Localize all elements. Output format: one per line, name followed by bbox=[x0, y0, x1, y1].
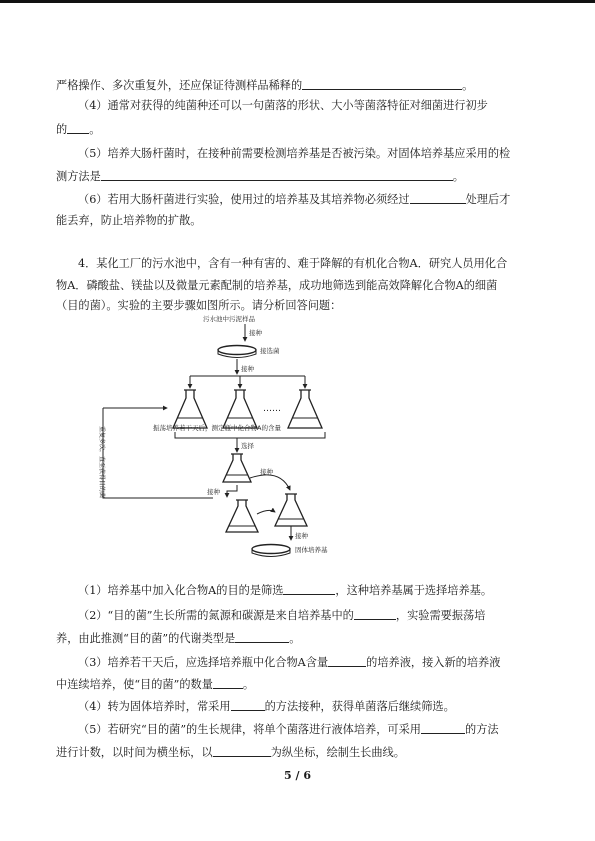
answer-blank[interactable] bbox=[283, 584, 335, 595]
answer-blank[interactable] bbox=[101, 170, 453, 181]
q4-part-5-line-2: 进行计数，以时间为横坐标，以 为纵坐标，绘制生长曲线。 bbox=[56, 746, 405, 759]
q3-part-6-line-1: （6）若用大肠杆菌进行实验，使用过的培养基及其培养物必须经过 处理后才 bbox=[78, 193, 511, 206]
q4-stem-line-2: 物A．磷酸盐、镁盐以及微量元素配制的培养基，成功地筛选到能高效降解化合物A的细菌 bbox=[56, 279, 498, 292]
q4-part-3-line-1: （3）培养若干天后，应选择培养瓶中化合物A含量 的培养液，接入新的培养液 bbox=[78, 656, 501, 669]
page-number: 5 / 6 bbox=[284, 769, 311, 782]
label-inoculate: 接种 bbox=[249, 329, 262, 337]
flask-group-bracket bbox=[175, 432, 325, 438]
answer-blank[interactable] bbox=[354, 609, 396, 620]
conical-flask bbox=[223, 390, 257, 428]
repeat-loop-line bbox=[103, 408, 213, 498]
answer-blank[interactable] bbox=[231, 700, 265, 711]
q3-part-5-line-2: 测方法是 。 bbox=[56, 170, 464, 183]
label-dish: 接选菌 bbox=[260, 347, 280, 355]
experiment-flow-diagram bbox=[95, 314, 370, 564]
q3-part-6-line-2: 能丢弃，防止培养物的扩散。 bbox=[56, 214, 202, 227]
answer-blank[interactable] bbox=[213, 746, 271, 757]
q3-part-4-line-1: （4）通常对获得的纯菌种还可以一句菌落的形状、大小等菌落特征对细菌进行初步 bbox=[78, 99, 488, 112]
label-repeat-note: 重复多次，直至获得目的菌 bbox=[98, 426, 105, 499]
label-final-dish: 固体培养基 bbox=[295, 546, 328, 554]
q3-line-1: 严格操作、多次重复外，还应保证待测样品稀释的 。 bbox=[56, 79, 474, 92]
label-inoculate: 接种 bbox=[295, 532, 308, 540]
q4-stem-line-1: 4．某化工厂的污水池中，含有一种有害的、难于降解的有机化合物A．研究人员用化合 bbox=[78, 257, 508, 270]
q4-stem-line-3: （目的菌）。实验的主要步骤如图所示。请分析回答问题： bbox=[56, 299, 342, 312]
q3-part-4-line-2: 的 。 bbox=[56, 123, 101, 136]
label-inoculate: 接种 bbox=[207, 488, 220, 496]
q4-part-1: （1）培养基中加入化合物A的目的是筛选 ，这种培养基属于选择培养基。 bbox=[78, 584, 493, 597]
conical-flask bbox=[288, 390, 322, 428]
label-sample: 污水池中污泥样品 bbox=[203, 315, 255, 323]
conical-flask bbox=[173, 390, 207, 428]
label-flask-note: 振荡培养若干天后，测定瓶中化合物A的含量 bbox=[153, 424, 281, 432]
q4-part-4: （4）转为固体培养时，常采用 的方法接种，获得单菌落后继续筛选。 bbox=[78, 700, 455, 713]
petri-dish-1 bbox=[218, 346, 256, 358]
conical-flask bbox=[226, 500, 258, 532]
label-inoculate: 接种 bbox=[260, 468, 273, 476]
label-select: 选择 bbox=[241, 442, 254, 450]
label-dots: …… bbox=[263, 404, 281, 414]
answer-blank[interactable] bbox=[421, 723, 465, 734]
q4-part-3-line-2: 中连续培养，使“目的菌”的数量 。 bbox=[56, 678, 255, 691]
petri-dish-solid-medium bbox=[252, 545, 290, 557]
answer-blank[interactable] bbox=[213, 678, 243, 689]
q4-part-5-line-1: （5）若研究“目的菌”的生长规律，将单个菌落进行液体培养，可采用 的方法 bbox=[78, 723, 499, 736]
answer-blank[interactable] bbox=[328, 656, 366, 667]
answer-blank[interactable] bbox=[67, 123, 89, 134]
answer-blank[interactable] bbox=[235, 632, 289, 643]
answer-blank[interactable] bbox=[410, 193, 466, 204]
answer-blank[interactable] bbox=[302, 79, 462, 90]
q3-part-5-line-1: （5）培养大肠杆菌时，在接种前需要检测培养基是否被污染。对固体培养基应采用的检 bbox=[78, 147, 511, 160]
conical-flask bbox=[275, 494, 307, 526]
page-top-rule bbox=[0, 0, 595, 3]
q4-part-2-line-2: 养，由此推测“目的菌”的代谢类型是 。 bbox=[56, 632, 301, 645]
q4-part-2-line-1: （2）“目的菌”生长所需的氮源和碳源是来自培养基中的 ，实验需要振荡培 bbox=[78, 609, 486, 622]
label-inoculate: 接种 bbox=[241, 365, 254, 373]
selected-conical-flask bbox=[223, 454, 251, 482]
